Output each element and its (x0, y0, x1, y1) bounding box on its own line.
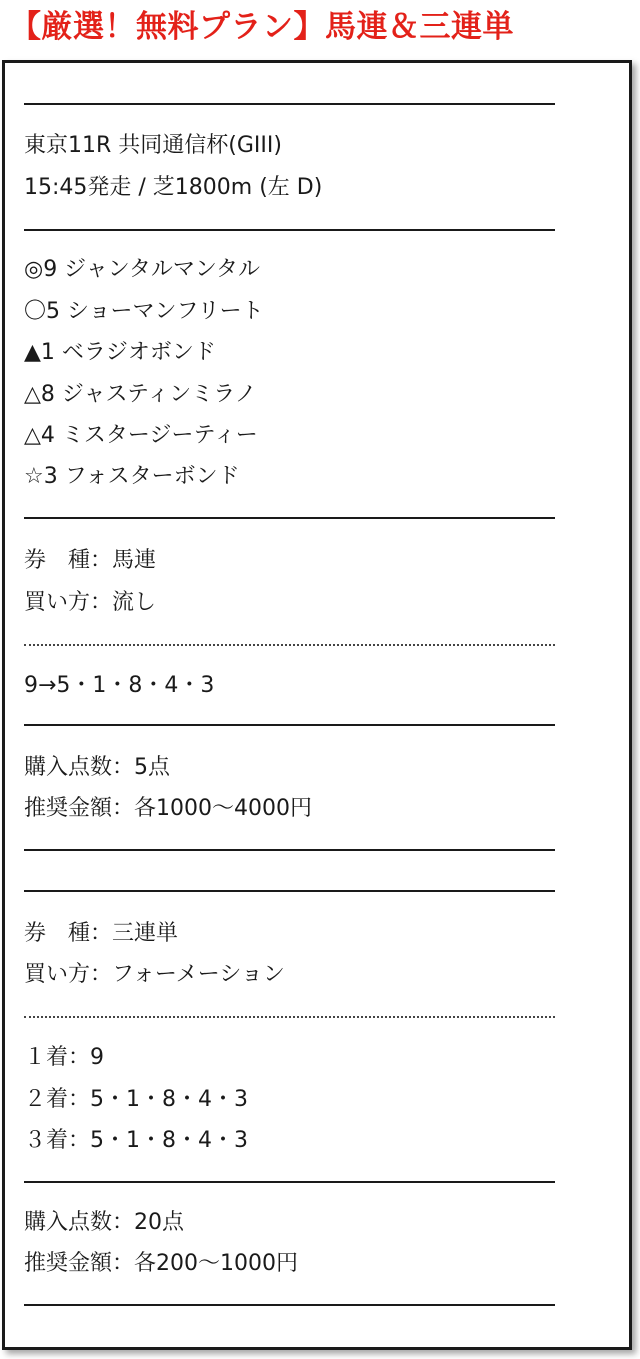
bet2-first: １着：9 (24, 1045, 104, 1070)
separator-line (24, 724, 555, 726)
bet2-third: ３着：5・1・8・4・3 (24, 1128, 248, 1153)
bet1-points: 購入点数：5点 (24, 755, 170, 780)
bet1-amount: 推奨金額：各1000～4000円 (24, 796, 312, 821)
race-name: 東京11R 共同通信杯(GIII) (24, 133, 282, 158)
dotted-divider (24, 644, 555, 646)
separator-line (24, 1304, 555, 1306)
bet1-type: 券 種：馬連 (24, 548, 157, 573)
bet1-combination: 9→5・1・8・4・3 (24, 673, 215, 698)
separator-line (24, 229, 555, 231)
plan-title: 【厳選！無料プラン】馬連＆三連単 (10, 9, 514, 45)
pick-taikou: 〇5 ショーマンフリート (24, 299, 264, 324)
pick-renshita-1: △8 ジャスティンミラノ (24, 382, 257, 407)
separator-line (24, 103, 555, 105)
bet1-method: 買い方：流し (24, 590, 157, 615)
pick-renshita-2: △4 ミスタージーティー (24, 423, 258, 448)
bet2-type: 券 種：三連単 (24, 921, 179, 946)
pick-hoshi: ☆3 フォスターボンド (24, 464, 240, 489)
separator-line (24, 849, 555, 851)
separator-line (24, 1181, 555, 1183)
bet2-method: 買い方：フォーメーション (24, 962, 285, 987)
separator-line (24, 890, 555, 892)
separator-line (24, 517, 555, 519)
bet2-second: ２着：5・1・8・4・3 (24, 1087, 248, 1112)
dotted-divider (24, 1016, 555, 1018)
race-info: 15:45発走 / 芝1800m (左 D) (24, 175, 323, 200)
bet2-amount: 推奨金額：各200～1000円 (24, 1251, 298, 1276)
bet2-points: 購入点数：20点 (24, 1210, 184, 1235)
pick-honmei: ◎9 ジャンタルマンタル (24, 257, 260, 282)
pick-tanana: ▲1 ベラジオボンド (24, 340, 216, 365)
